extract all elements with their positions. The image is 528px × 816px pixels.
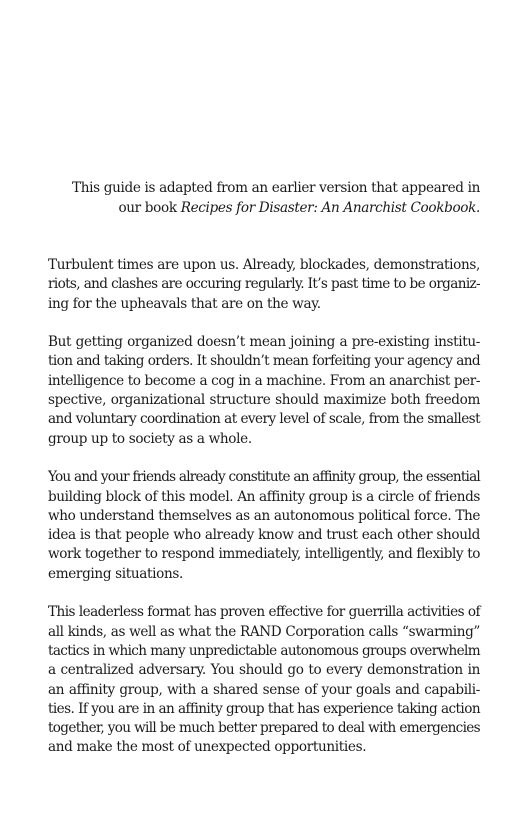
- body-text: [48, 256, 480, 777]
- text-line: a centralized adversary. You should go to every demonstration in: [48, 662, 480, 679]
- epigraph: [48, 179, 480, 218]
- text-line: ties. If you are in an affinity group that has experience taking action: [48, 700, 480, 717]
- text-line: intelligence to become a cog in a machine. From an anarchist per-: [48, 372, 480, 389]
- text-line: together, you will be much better prepared to deal with emergencies: [48, 720, 480, 737]
- text-line: idea is that people who already know and trust each other should: [48, 527, 480, 544]
- text-line: You and your friends already constitute an affinity group, the essential: [48, 469, 480, 486]
- text-line: all kinds, as well as what the RAND Corporation calls “swarming”: [48, 623, 480, 640]
- text-line: But getting organized doesn’t mean joining a pre-existing institu-: [48, 334, 480, 351]
- text-line: and make the most of unexpected opportunities.: [48, 739, 367, 756]
- epigraph-text: our book: [118, 199, 181, 216]
- text-line: riots, and clashes are occuring regularly. It’s past time to be organiz-: [48, 276, 480, 293]
- text-line: emerging situations.: [48, 565, 183, 582]
- text-line: work together to respond immediately, intelligently, and flexibly to: [48, 546, 480, 563]
- paragraph: [48, 333, 480, 449]
- text-line: ing for the upheavals that are on the way.: [48, 295, 321, 312]
- text-line: This leaderless format has proven effective for guerrilla activities of: [48, 604, 480, 621]
- text-line: an affinity group, with a shared sense of your goals and capabili-: [48, 681, 480, 698]
- epigraph-line: [48, 199, 480, 219]
- text-line: spective, organizational structure should maximize both freedom: [48, 392, 480, 409]
- text-line: building block of this model. An affinity group is a circle of friends: [48, 488, 480, 505]
- epigraph-line: This guide is adapted from an earlier version that appeared in: [72, 180, 480, 196]
- text-line: group up to society as a whole.: [48, 430, 252, 447]
- paragraph: [48, 256, 480, 314]
- book-title: Recipes for Disaster: An Anarchist Cookbook.: [180, 199, 480, 216]
- paragraph: [48, 468, 480, 584]
- text-line: who understand themselves as an autonomous political force. The: [48, 507, 480, 524]
- text-line: tion and taking orders. It shouldn’t mean forfeiting your agency and: [48, 353, 480, 370]
- text-line: tactics in which many unpredictable autonomous groups overwhelm: [48, 642, 480, 659]
- text-line: and voluntary coordination at every level of scale, from the smallest: [48, 411, 480, 428]
- paragraph: [48, 603, 480, 757]
- text-line: Turbulent times are upon us. Already, blockades, demonstrations,: [48, 257, 480, 273]
